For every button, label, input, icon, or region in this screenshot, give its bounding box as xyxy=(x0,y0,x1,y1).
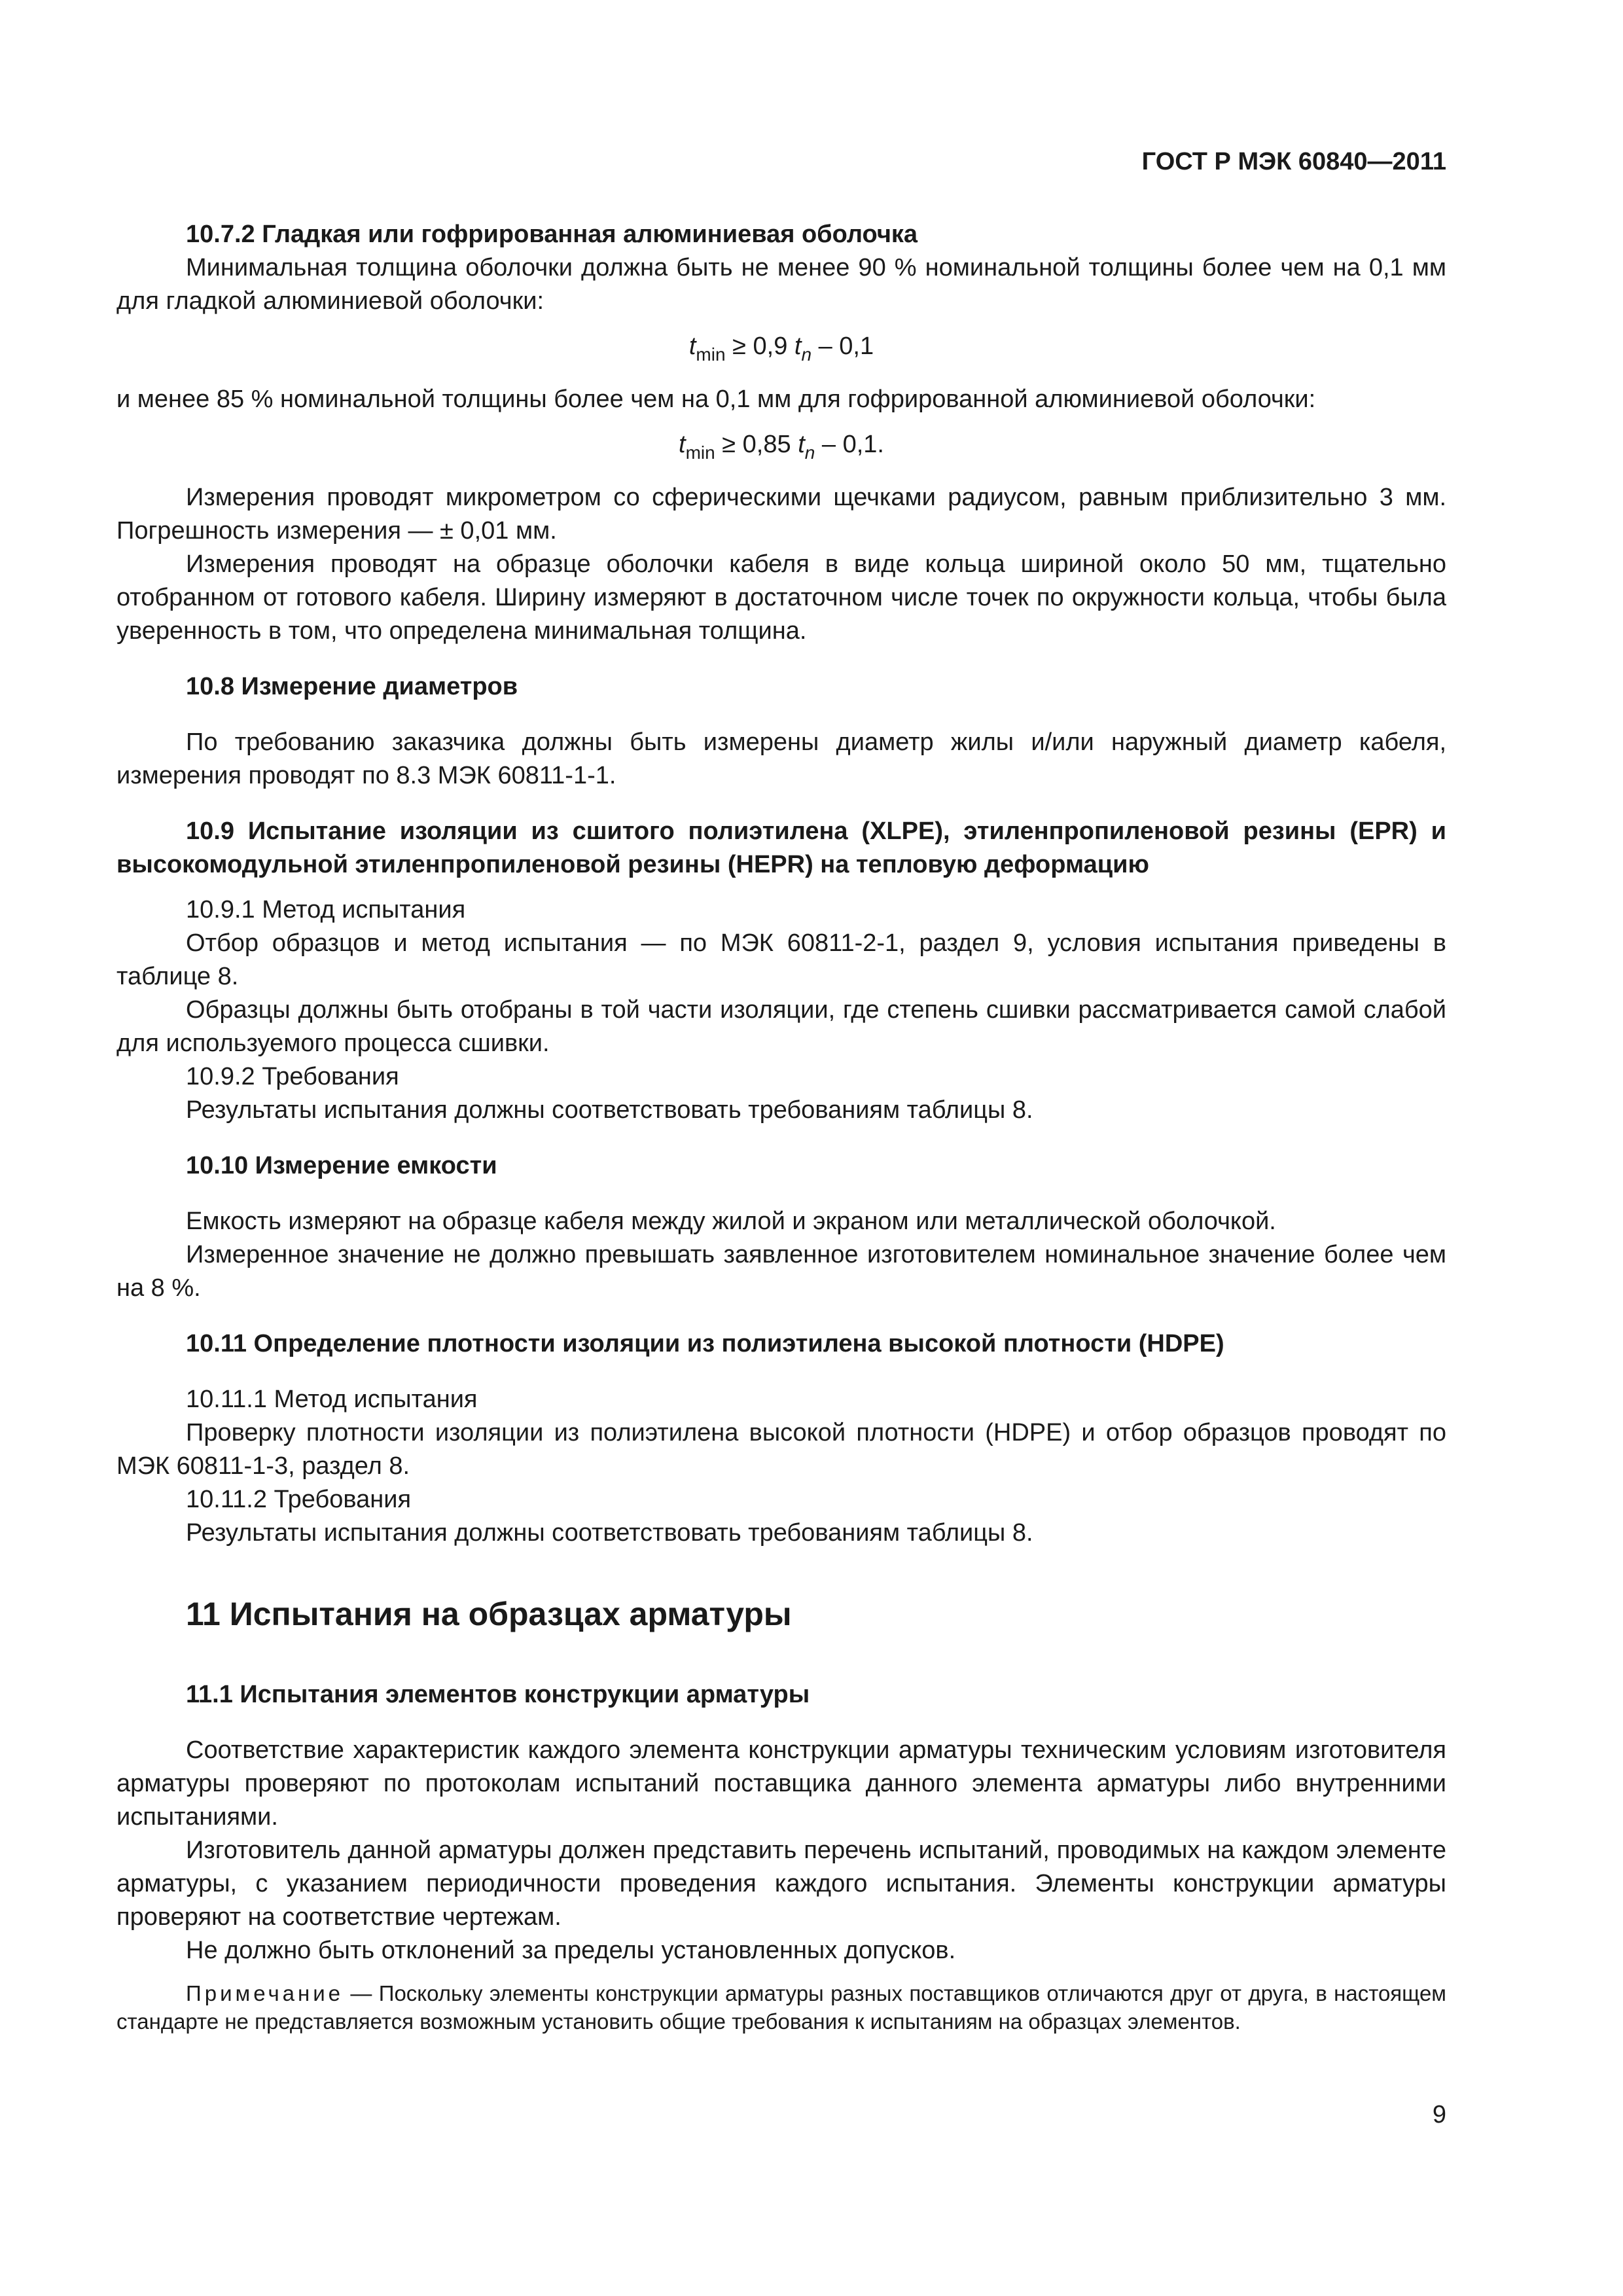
paragraph: Измеренное значение не должно превышать заявленное изготовителем номинальное значение более чем на 8 %. xyxy=(116,1241,1446,1302)
note-label: Примечание xyxy=(186,1981,344,2005)
note xyxy=(116,1979,1446,2036)
document-page xyxy=(116,0,1446,2296)
section-heading-10-7-2: 10.7.2 Гладкая или гофрированная алюминиевая оболочка xyxy=(186,221,918,248)
page-number: 9 xyxy=(1432,2101,1446,2128)
section-heading-10-8: 10.8 Измерение диаметров xyxy=(186,673,518,700)
section-heading-10-9: 10.9 Испытание изоляции из сшитого полиэтилена (XLPE), этиленпропиленовой резины (EPR) и высокомодульной этиленпропиленовой резины (HEPR) на тепловую деформацию xyxy=(116,817,1446,878)
subsection-title: 10.11.2 Требования xyxy=(186,1486,412,1513)
paragraph: Образцы должны быть отобраны в той части изоляции, где степень сшивки рассматривается самой слабой для используемого процесса сшивки. xyxy=(116,996,1446,1057)
document-body xyxy=(116,218,1446,2036)
subsection-title: 10.9.1 Метод испытания xyxy=(186,896,466,924)
paragraph: Измерения проводят на образце оболочки кабеля в виде кольца шириной около 50 мм, тщательно отобранном от готового кабеля. Ширину измеряют в достаточном числе точек по окружности кольца, чтобы была уверенность в том, что определена минимальная толщина. xyxy=(116,550,1446,645)
paragraph: Результаты испытания должны соответствовать требованиям таблицы 8. xyxy=(186,1519,1033,1547)
formula-smooth: $t_{min} \ge 0,9$ $t_n - 0,1$ xyxy=(688,332,874,365)
paragraph: Измерения проводят микрометром со сферическими щечками радиусом, равным приблизительно 3 мм. Погрешность измерения — ± 0,01 мм. xyxy=(116,484,1446,545)
section-heading-10-10: 10.10 Измерение емкости xyxy=(186,1152,497,1179)
subsection-title: 10.11.1 Метод испытания xyxy=(186,1386,478,1413)
section-heading-11-1: 11.1 Испытания элементов конструкции арматуры xyxy=(186,1681,810,1708)
paragraph: Изготовитель данной арматуры должен представить перечень испытаний, проводимых на каждом элементе арматуры, с указанием периодичности проведения каждого испытания. Элементы конструкции арматуры проверяют на соответствие чертежам. xyxy=(116,1837,1446,1931)
chapter-heading-11: 11 Испытания на образцах арматуры xyxy=(186,1596,792,1632)
paragraph: Отбор образцов и метод испытания — по МЭК 60811-2-1, раздел 9, условия испытания приведены в таблице 8. xyxy=(116,929,1446,990)
note-text: — Поскольку элементы конструкции арматуры разных поставщиков отличаются друг от друга, в настоящем стандарте не представляется возможным установить общие требования к испытаниям на образцах элементов. xyxy=(116,1981,1446,2034)
section-heading-10-11: 10.11 Определение плотности изоляции из полиэтилена высокой плотности (HDPE) xyxy=(186,1330,1224,1357)
paragraph: Не должно быть отклонений за пределы установленных допусков. xyxy=(186,1937,956,1964)
document-header: ГОСТ Р МЭК 60840—2011 xyxy=(1141,148,1446,175)
paragraph: По требованию заказчика должны быть измерены диаметр жилы и/или наружный диаметр кабеля, измерения проводят по 8.3 МЭК 60811-1-1. xyxy=(116,728,1446,789)
paragraph: Проверку плотности изоляции из полиэтилена высокой плотности (HDPE) и отбор образцов проводят по МЭК 60811-1-3, раздел 8. xyxy=(116,1419,1446,1480)
formula-corrugated: $t_{min} \ge 0,85$ $t_n - 0,1$. xyxy=(679,431,884,463)
paragraph: Минимальная толщина оболочки должна быть не менее 90 % номинальной толщины более чем на 0,1 мм для гладкой алюминиевой оболочки: xyxy=(116,254,1446,315)
paragraph: Емкость измеряют на образце кабеля между жилой и экраном или металлической оболочкой. xyxy=(186,1208,1276,1235)
paragraph: Соответствие характеристик каждого элемента конструкции арматуры техническим условиям изготовителя арматуры проверяют по протоколам испытаний поставщика данного элемента арматуры либо внутренними испытаниями. xyxy=(116,1736,1446,1831)
paragraph: Результаты испытания должны соответствовать требованиям таблицы 8. xyxy=(186,1096,1033,1124)
paragraph: и менее 85 % номинальной толщины более чем на 0,1 мм для гофрированной алюминиевой оболочки: xyxy=(116,386,1316,413)
subsection-title: 10.9.2 Требования xyxy=(186,1063,399,1090)
